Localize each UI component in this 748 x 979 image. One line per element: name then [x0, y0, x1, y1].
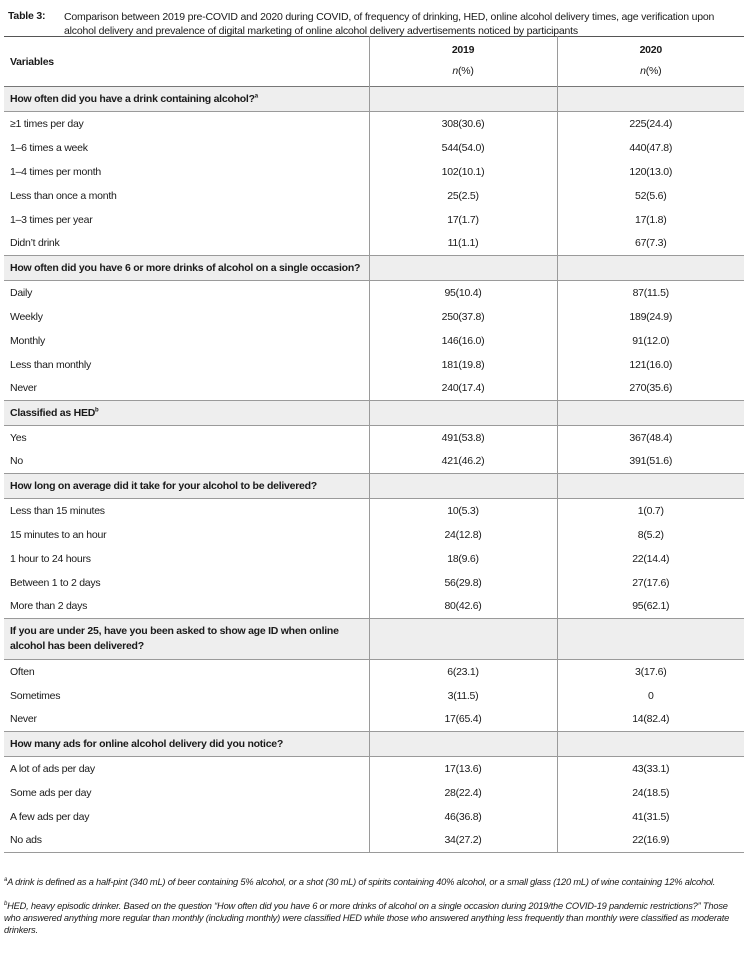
- section-empty-cell: [369, 87, 557, 112]
- section-empty-cell: [557, 732, 744, 757]
- row-label: ≥1 times per day: [10, 117, 84, 130]
- row-label: 1–4 times per month: [10, 165, 101, 178]
- row-label: 15 minutes to an hour: [10, 528, 107, 541]
- value-2020: 17(1.8): [634, 213, 667, 226]
- value-2019: 25(2.5): [369, 184, 557, 208]
- row-label: Between 1 to 2 days: [10, 576, 101, 589]
- value-2020: 3(17.6): [634, 665, 667, 678]
- row-label: 1–3 times per year: [10, 213, 93, 226]
- value-2020: 225(24.4): [629, 117, 673, 130]
- value-2019: 146(16.0): [369, 329, 557, 353]
- table-row: [4, 499, 744, 523]
- table-row: [4, 547, 744, 571]
- table-row: [4, 805, 744, 829]
- section-empty-cell: [557, 256, 744, 281]
- table-row: [4, 450, 744, 474]
- header-unit: n(%): [640, 65, 662, 77]
- section-header-row: [4, 474, 744, 499]
- section-empty-cell: [369, 619, 557, 660]
- row-label: Less than once a month: [10, 189, 117, 202]
- value-2019: 240(17.4): [369, 377, 557, 401]
- section-question: How often did you have 6 or more drinks of alcohol on a single occasion?: [4, 256, 369, 281]
- row-label: Daily: [10, 286, 33, 299]
- value-2020: 91(12.0): [632, 334, 670, 347]
- section-empty-cell: [369, 732, 557, 757]
- header-year: 2019: [451, 44, 475, 56]
- value-2020: 189(24.9): [629, 310, 673, 323]
- section-empty-cell: [557, 474, 744, 499]
- footnote-a: $^a$A drink is defined as a half-pint (340 mL) of beer containing 5% alcohol, or a shot (30 mL) of spirits containing 40% alcohol, or a small glass (120 mL) of wine containing 12% alcohol.: [4, 876, 716, 887]
- section-question: How long on average did it take for your alcohol to be delivered?: [4, 474, 369, 499]
- table-caption: [0, 0, 748, 36]
- section-question: How often did you have a drink containing alcohol?$^a$: [4, 87, 369, 112]
- row-label: 1 hour to 24 hours: [10, 552, 91, 565]
- value-2020: 367(48.4): [629, 431, 673, 444]
- section-question: Classified as HED$^b$: [4, 401, 369, 426]
- table-row: [4, 353, 744, 377]
- table-row: [4, 112, 744, 136]
- row-label: A lot of ads per day: [10, 762, 95, 775]
- section-empty-cell: [557, 87, 744, 112]
- value-2020: 41(31.5): [632, 810, 670, 823]
- value-2019: 17(13.6): [369, 757, 557, 781]
- section-header-row: [4, 401, 744, 426]
- table-row: [4, 595, 744, 619]
- row-label: Some ads per day: [10, 786, 92, 799]
- value-2020: 87(11.5): [632, 286, 669, 299]
- value-2020: 43(33.1): [632, 762, 670, 775]
- value-2019: 3(11.5): [369, 684, 557, 708]
- section-header-row: [4, 732, 744, 757]
- table-row: [4, 523, 744, 547]
- row-label: Weekly: [10, 310, 43, 323]
- section-empty-cell: [557, 401, 744, 426]
- table-footnotes: [0, 876, 748, 936]
- table-row: [4, 660, 744, 684]
- data-table: [4, 36, 744, 853]
- header-2019: [369, 37, 557, 87]
- table-row: [4, 136, 744, 160]
- value-2020: 52(5.6): [634, 189, 667, 202]
- value-2019: 250(37.8): [369, 305, 557, 329]
- value-2019: 11(1.1): [369, 232, 557, 256]
- value-2020: 0: [647, 689, 654, 702]
- value-2019: 80(42.6): [369, 595, 557, 619]
- row-label: No ads: [10, 834, 42, 847]
- table-row: [4, 184, 744, 208]
- table-row: [4, 829, 744, 853]
- value-2020: 27(17.6): [632, 576, 670, 589]
- value-2020: 391(51.6): [629, 455, 673, 468]
- header-year: 2020: [639, 44, 662, 56]
- value-2019: 34(27.2): [369, 829, 557, 853]
- table-caption-text: Comparison between 2019 pre-COVID and 2020 during COVID, of frequency of drinking, HED, online alcohol delivery times, age verification upon alcohol delivery and prevalence of digital marketing of online alcohol delivery advertisements noticed by participants: [64, 11, 715, 37]
- header-unit: n(%): [452, 65, 474, 77]
- value-2019: 421(46.2): [369, 450, 557, 474]
- table-row: [4, 571, 744, 595]
- table-row: [4, 160, 744, 184]
- value-2020: 121(16.0): [629, 358, 673, 371]
- value-2020: 95(62.1): [632, 600, 670, 613]
- row-label: Less than 15 minutes: [10, 504, 105, 517]
- table-row: [4, 208, 744, 232]
- value-2019: 6(23.1): [369, 660, 557, 684]
- section-empty-cell: [369, 401, 557, 426]
- section-question: How many ads for online alcohol delivery did you notice?: [4, 732, 369, 757]
- value-2019: 56(29.8): [369, 571, 557, 595]
- table-row: [4, 426, 744, 450]
- table-row: [4, 232, 744, 256]
- value-2019: 10(5.3): [369, 499, 557, 523]
- section-empty-cell: [557, 619, 744, 660]
- row-label: No: [10, 455, 23, 468]
- section-question: If you are under 25, have you been asked to show age ID when online alcohol has been delivered?: [4, 619, 369, 660]
- value-2019: 28(22.4): [369, 781, 557, 805]
- table-row: [4, 281, 744, 305]
- table-row: [4, 708, 744, 732]
- value-2020: 14(82.4): [632, 713, 670, 726]
- footnote-b: $^b$HED, heavy episodic drinker. Based on the question “How often did you have 6 or more drinks of alcohol on a single occasion during 2019/the COVID-19 pandemic restrictions?” Those who answered anything more regular than monthly (including monthly) were classified HED while those who answered anything less frequently than monthly were classified as moderate drinkers.: [4, 900, 730, 935]
- row-label: Never: [10, 382, 37, 395]
- value-2020: 120(13.0): [629, 165, 673, 178]
- section-header-row: [4, 256, 744, 281]
- row-label: Monthly: [10, 334, 46, 347]
- section-empty-cell: [369, 256, 557, 281]
- row-label: Never: [10, 713, 37, 726]
- section-header-row: [4, 87, 744, 112]
- value-2020: 270(35.6): [629, 382, 673, 395]
- row-label: Sometimes: [10, 689, 61, 702]
- section-empty-cell: [369, 474, 557, 499]
- row-label: Less than monthly: [10, 358, 91, 371]
- header-2020: [557, 37, 744, 87]
- value-2020: 24(18.5): [632, 786, 670, 799]
- value-2020: 67(7.3): [634, 237, 667, 250]
- value-2019: 491(53.8): [369, 426, 557, 450]
- value-2019: 46(36.8): [369, 805, 557, 829]
- section-header-row: [4, 619, 744, 660]
- value-2019: 544(54.0): [369, 136, 557, 160]
- table-row: [4, 781, 744, 805]
- table-row: [4, 329, 744, 353]
- row-label: 1–6 times a week: [10, 141, 88, 154]
- value-2020: 8(5.2): [637, 528, 664, 541]
- table-row: [4, 757, 744, 781]
- table-row: [4, 684, 744, 708]
- value-2019: 17(1.7): [369, 208, 557, 232]
- row-label: Didn’t drink: [10, 237, 60, 250]
- value-2019: 17(65.4): [369, 708, 557, 732]
- header-variables: Variables: [10, 55, 54, 68]
- value-2020: 1(0.7): [637, 504, 664, 517]
- table-header-row: [4, 37, 744, 87]
- value-2019: 308(30.6): [369, 112, 557, 136]
- value-2020: 22(14.4): [632, 552, 670, 565]
- value-2019: 18(9.6): [369, 547, 557, 571]
- value-2019: 181(19.8): [369, 353, 557, 377]
- row-label: Often: [10, 665, 35, 678]
- row-label: More than 2 days: [10, 600, 88, 613]
- value-2019: 102(10.1): [369, 160, 557, 184]
- value-2020: 440(47.8): [629, 141, 673, 154]
- row-label: A few ads per day: [10, 810, 90, 823]
- value-2019: 24(12.8): [369, 523, 557, 547]
- value-2019: 95(10.4): [369, 281, 557, 305]
- table-row: [4, 377, 744, 401]
- table-label: Table 3:: [8, 10, 46, 22]
- table-row: [4, 305, 744, 329]
- row-label: Yes: [10, 431, 27, 444]
- value-2020: 22(16.9): [632, 834, 670, 847]
